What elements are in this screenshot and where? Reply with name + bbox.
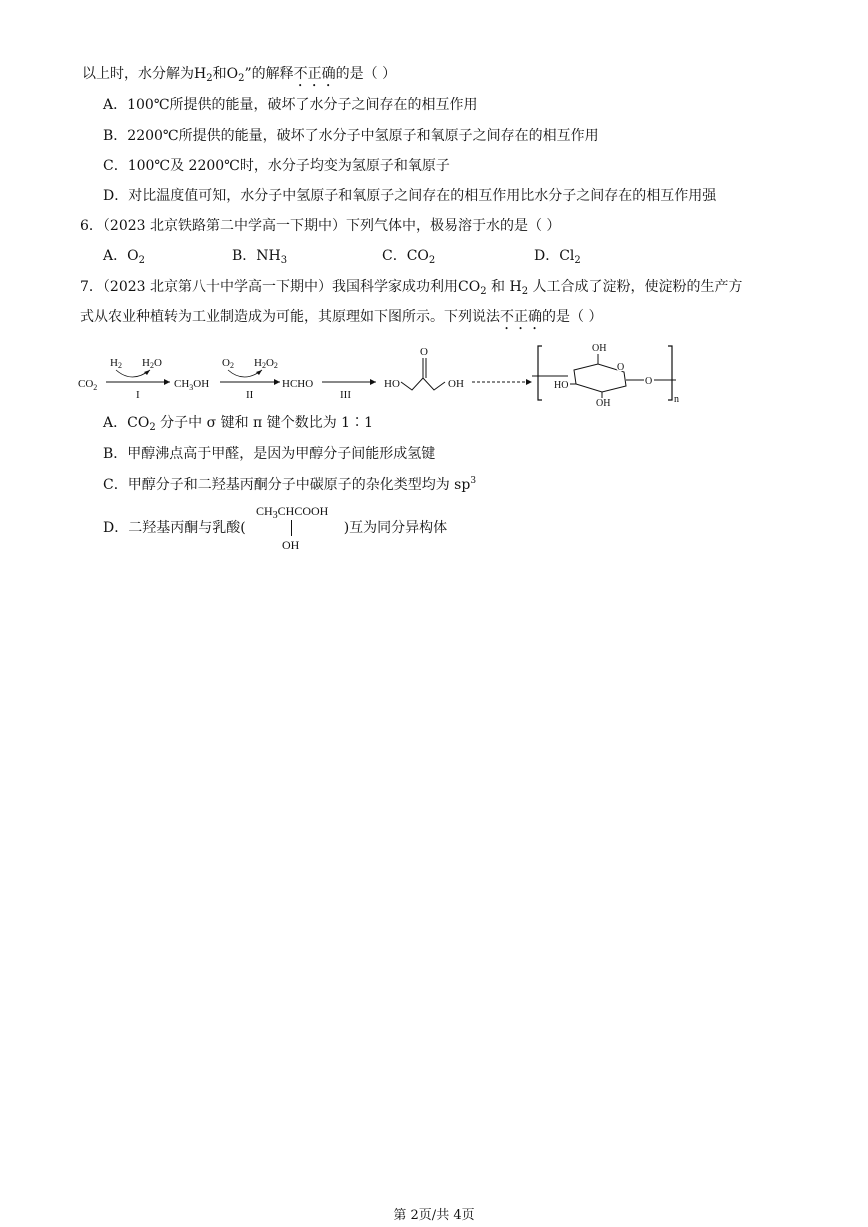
- q5-stem-text-1: 以上时，水分解为: [82, 66, 194, 82]
- q7-option-c: [103, 475, 476, 495]
- scheme-n: n: [674, 394, 679, 405]
- scheme-ring-o-link: O: [645, 376, 653, 387]
- step-3-arrowhead: [370, 379, 376, 385]
- q6-option-a-sub: 2: [138, 255, 145, 266]
- scheme-hcho: HCHO: [282, 378, 314, 390]
- starch-synthesis-scheme: [76, 340, 696, 406]
- scheme-ring-oh-bottom: OH: [596, 398, 611, 406]
- q7-h2-sub: 2: [521, 286, 529, 297]
- q7-option-c-text: C．甲醇分子和二羟基丙酮分子中碳原子的杂化类型均为 sp: [103, 477, 471, 493]
- scheme-h2-reagent: H2: [110, 357, 122, 370]
- scheme-ring-ho-left: HO: [554, 380, 569, 391]
- q5-stem-text-2: ”的解释: [244, 66, 294, 82]
- q5-o2: O: [226, 66, 239, 82]
- q7-option-b: B．甲醇沸点高于甲醛，是因为甲醇分子间能形成氢键: [103, 446, 436, 462]
- lactic-chcooh: CHCOOH: [277, 504, 329, 518]
- q5-and: 和: [212, 66, 227, 82]
- q5-option-d: D．对比温度值可知，水分子中氢原子和氧原子之间存在的相互作用比水分子之间存在的相互作用强: [103, 188, 717, 204]
- step-1-curve-head: [144, 370, 150, 375]
- q7-option-c-sup: 3: [470, 476, 477, 486]
- scheme-dha-o: O: [420, 346, 428, 358]
- q7-stem-text-1: 7．（2023 北京第八十中学高一下期中）我国科学家成功利用: [80, 279, 458, 295]
- q7-stem-text-4: 的是（ ）: [542, 309, 603, 325]
- scheme-methanol: $CH_3OH$: [174, 378, 210, 392]
- scheme-dha-oh: OH: [448, 378, 464, 390]
- q7-stem-text-3: 式从农业种植转为工业制造成为可能，其原理如下图所示。下列说法: [80, 309, 500, 325]
- q6-option-c-label: C．CO: [382, 248, 429, 264]
- q6-option-d: [534, 246, 581, 266]
- lactic-ch: CH: [256, 504, 273, 518]
- q7-and: 和: [486, 279, 510, 295]
- scheme-ring-o: O: [617, 362, 625, 373]
- scheme-step-3-label: III: [340, 389, 351, 401]
- q5-option-c: C．100℃及 2200℃时，水分子均变为氢原子和氧原子: [103, 158, 450, 174]
- q6-option-c-sub: 2: [428, 255, 436, 266]
- scheme-h2o2: H2O2: [254, 357, 278, 370]
- q7-co2-sub: 2: [480, 286, 487, 297]
- q7-option-a-co2-sub: 2: [149, 422, 156, 433]
- lactic-acid-formula: [256, 504, 329, 521]
- scheme-dha-ho: HO: [384, 378, 400, 390]
- q7-option-d-text-2: )互为同分异构体: [343, 520, 448, 536]
- step-2-curve: [228, 370, 262, 377]
- q7-option-a-text: 分子中 σ 键和 π 键个数比为 1∶1: [155, 415, 373, 431]
- step-2-curve-head: [256, 370, 262, 375]
- dashed-arrowhead: [526, 379, 532, 385]
- scheme-o2-reagent: O2: [222, 357, 234, 370]
- scheme-ring-oh-top: OH: [592, 343, 607, 354]
- q7-option-a: [103, 413, 373, 433]
- scheme-co2: $CO_2$: [78, 378, 98, 392]
- q7-option-a-co2: CO: [127, 415, 150, 431]
- lactic-oh: OH: [282, 538, 300, 552]
- q7-stem-line-2: [80, 307, 602, 333]
- polymer-bracket-right: [668, 346, 672, 400]
- q7-option-d: [103, 518, 447, 538]
- step-2-arrowhead: [274, 379, 280, 385]
- lactic-acid-bond: [291, 520, 292, 536]
- q5-stem-text-3: 的是（ ）: [335, 66, 397, 82]
- scheme-h2o: H2O: [142, 357, 162, 370]
- step-1-curve: [116, 370, 150, 377]
- q5-o2-sub: 2: [238, 73, 245, 84]
- step-1-arrowhead: [164, 379, 170, 385]
- q5-option-a: A．100℃所提供的能量，破坏了水分子之间存在的相互作用: [103, 97, 478, 113]
- q7-option-d-text-1: D．二羟基丙酮与乳酸(: [103, 520, 246, 536]
- q7-stem-text-2: 人工合成了淀粉，使淀粉的生产方: [528, 279, 743, 295]
- q6-option-a-label: A．O: [103, 248, 139, 264]
- q7-h2: H: [509, 279, 522, 295]
- q7-option-a-label: A．: [103, 415, 128, 431]
- q6-option-b-label: B．NH: [232, 248, 281, 264]
- q6-stem: 6．（2023 北京铁路第二中学高一下期中）下列气体中，极易溶于水的是（ ）: [80, 218, 561, 234]
- q7-co2: CO: [458, 279, 481, 295]
- polymer-bracket-left: [538, 346, 542, 400]
- q6-option-b: [232, 246, 287, 266]
- q5-h2: H: [194, 66, 207, 82]
- q5-stem: [82, 64, 396, 90]
- q6-option-c: [382, 246, 435, 266]
- lactic-ch-sub: 3: [272, 510, 278, 521]
- scheme-step-1-label: I: [136, 389, 140, 401]
- q7-emphasis: 不正确: [500, 309, 542, 325]
- q6-option-d-sub: 2: [574, 255, 581, 266]
- q5-emphasis: 不正确: [293, 66, 336, 82]
- dha-skeleton: [401, 378, 445, 390]
- q6-option-d-label: D．Cl: [534, 248, 575, 264]
- q7-stem-line-1: [80, 277, 743, 297]
- q6-option-b-sub: 3: [280, 255, 288, 266]
- scheme-step-2-label: II: [246, 389, 254, 401]
- q5-option-b: B．2200℃所提供的能量，破坏了水分子中氢原子和氧原子之间存在的相互作用: [103, 128, 599, 144]
- q5-h2-sub: 2: [206, 73, 213, 84]
- q6-option-a: [103, 246, 145, 266]
- page-footer: 第 2页/共 4页: [393, 1208, 475, 1223]
